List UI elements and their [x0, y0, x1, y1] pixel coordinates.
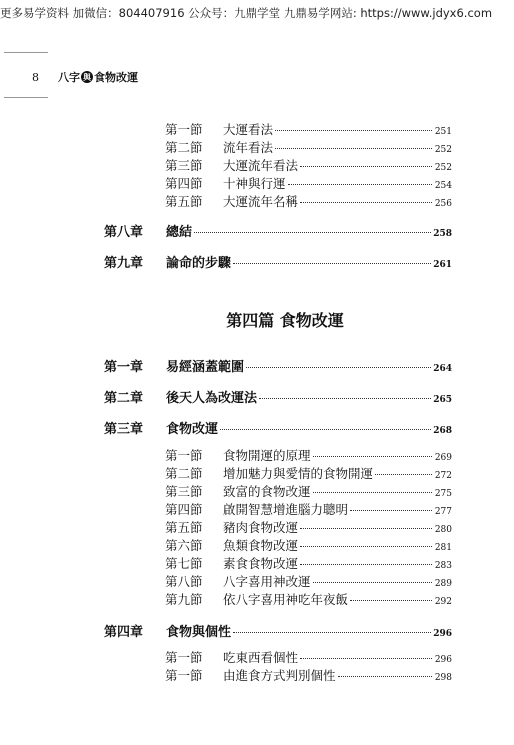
- section-title: 大運看法: [223, 122, 274, 137]
- page-ref: 256: [434, 199, 452, 209]
- dot-leader: [300, 658, 432, 659]
- toc-chapter-row: [104, 418, 452, 437]
- page-ref: 264: [433, 364, 452, 374]
- chapter-number: 第八章: [104, 225, 144, 240]
- dot-leader: [350, 510, 432, 511]
- page-ref: 252: [434, 145, 452, 155]
- toc-chapter-row: [104, 356, 452, 375]
- chapter-title: 論命的步驟: [166, 256, 232, 271]
- page-ref: 272: [434, 471, 452, 481]
- section-title: 素食食物改運: [223, 556, 299, 571]
- page-ref: 261: [433, 260, 452, 270]
- chapter-number: 第一章: [104, 360, 144, 375]
- toc-section-row: [165, 464, 452, 482]
- dot-leader: [300, 528, 432, 529]
- dot-leader: [233, 632, 431, 633]
- section-number: 第三節: [165, 158, 203, 173]
- section-title: 依八字喜用神吃年夜飯: [223, 592, 349, 607]
- dot-leader: [194, 232, 431, 233]
- page-ref: 296: [433, 629, 452, 639]
- section-number: 第七節: [165, 556, 203, 571]
- section-number: 第八節: [165, 574, 203, 589]
- book-title-part-a: 八字: [58, 71, 80, 84]
- toc-section-row: [165, 500, 452, 518]
- chapter-title: 食物與個性: [166, 625, 232, 640]
- chapter-title: 後天人為改運法: [166, 391, 258, 406]
- section-title: 由進食方式判別個性: [223, 668, 336, 683]
- toc-section-row: [165, 648, 452, 666]
- section-title: 十神與行運: [223, 176, 286, 191]
- dot-leader: [375, 474, 432, 475]
- top-banner: [0, 0, 514, 26]
- section-number: 第三節: [165, 484, 203, 499]
- page-ref: 277: [434, 507, 452, 517]
- section-title: 致富的食物改運: [223, 484, 311, 499]
- page-ref: 289: [434, 579, 452, 589]
- page-ref: 254: [434, 181, 452, 191]
- section-number: 第二節: [165, 140, 203, 155]
- page-ref: 283: [434, 561, 452, 571]
- chapter-title: 總結: [166, 225, 193, 240]
- header-rule-bottom: [4, 97, 48, 98]
- section-title: 食物開運的原理: [223, 448, 311, 463]
- part-title: 第四篇 食物改運: [226, 311, 344, 330]
- page-ref: 298: [434, 673, 452, 683]
- dot-leader: [300, 202, 432, 203]
- page-ref: 280: [434, 525, 452, 535]
- dot-leader: [313, 582, 432, 583]
- dot-leader: [275, 130, 432, 131]
- dot-leader: [275, 148, 432, 149]
- dot-leader: [246, 367, 431, 368]
- toc-section-row: [165, 138, 452, 156]
- section-number: 第一節: [165, 668, 203, 683]
- toc-chapter-row: [104, 621, 452, 640]
- page-ref: 296: [434, 655, 452, 665]
- chapter-title: 食物改運: [166, 422, 219, 437]
- section-title: 豬肉食物改運: [223, 520, 299, 535]
- toc-section-row: [165, 174, 452, 192]
- page-ref: 268: [433, 426, 452, 436]
- section-number: 第二節: [165, 466, 203, 481]
- dot-leader: [259, 398, 431, 399]
- toc-section-row: [165, 536, 452, 554]
- page-ref: 269: [434, 453, 452, 463]
- toc-chapter-row: [104, 252, 452, 271]
- section-title: 八字喜用神改運: [223, 574, 311, 589]
- section-title: 大運流年名稱: [223, 194, 299, 209]
- toc-section-row: [165, 156, 452, 174]
- section-number: 第六節: [165, 538, 203, 553]
- section-number: 第九節: [165, 592, 203, 607]
- section-number: 第一節: [165, 650, 203, 665]
- dot-leader: [350, 600, 432, 601]
- toc-section-row: [165, 572, 452, 590]
- section-title: 流年看法: [223, 140, 274, 155]
- section-number: 第四節: [165, 502, 203, 517]
- banner-text: 更多易学资料 加微信：804407916 公众号：九鼎学堂 九鼎易学网站: https://www.jdyx6.com: [0, 6, 493, 20]
- dot-leader: [313, 456, 432, 457]
- section-title: 增加魅力與愛情的食物開運: [223, 466, 374, 481]
- toc-chapter-row: [104, 387, 452, 406]
- page-ref: 251: [434, 127, 452, 137]
- toc-section-row: [165, 482, 452, 500]
- section-title: 大運流年看法: [223, 158, 299, 173]
- dot-leader: [300, 546, 432, 547]
- chapter-title: 易經涵蓋範圍: [166, 360, 245, 375]
- section-number: 第四節: [165, 176, 203, 191]
- chapter-number: 第四章: [104, 625, 144, 640]
- dot-leader: [233, 263, 431, 264]
- section-title: 啟開智慧增進腦力聰明: [223, 502, 349, 517]
- section-number: 第一節: [165, 122, 203, 137]
- dot-leader: [300, 564, 432, 565]
- section-number: 第一節: [165, 448, 203, 463]
- dot-leader: [288, 184, 432, 185]
- page-ref: 265: [433, 395, 452, 405]
- dot-leader: [338, 676, 432, 677]
- page-ref: 258: [433, 229, 452, 239]
- dot-leader: [300, 166, 432, 167]
- chapter-number: 第九章: [104, 256, 144, 271]
- toc-section-row: [165, 590, 452, 608]
- page-ref: 292: [434, 597, 452, 607]
- page-number: 8: [32, 70, 39, 84]
- toc-chapter-row: [104, 221, 452, 240]
- section-title: 吃東西看個性: [223, 650, 299, 665]
- toc-section-row: [165, 666, 452, 684]
- toc-section-row: [165, 120, 452, 138]
- chapter-number: 第三章: [104, 422, 144, 437]
- page-ref: 252: [434, 163, 452, 173]
- toc-section-row: [165, 518, 452, 536]
- section-number: 第五節: [165, 194, 203, 209]
- dot-leader: [220, 429, 431, 430]
- toc-section-row: [165, 446, 452, 464]
- toc-section-row: [165, 192, 452, 210]
- dot-leader: [313, 492, 432, 493]
- section-title: 魚類食物改運: [223, 538, 299, 553]
- page-ref: 275: [434, 489, 452, 499]
- book-title-part-b: 食物改運: [94, 71, 138, 84]
- section-number: 第五節: [165, 520, 203, 535]
- page-ref: 281: [434, 543, 452, 553]
- toc-section-row: [165, 554, 452, 572]
- page-header: [32, 68, 138, 86]
- book-title-seal: 與: [83, 72, 91, 82]
- chapter-number: 第二章: [104, 391, 144, 406]
- header-rule-top: [4, 52, 48, 53]
